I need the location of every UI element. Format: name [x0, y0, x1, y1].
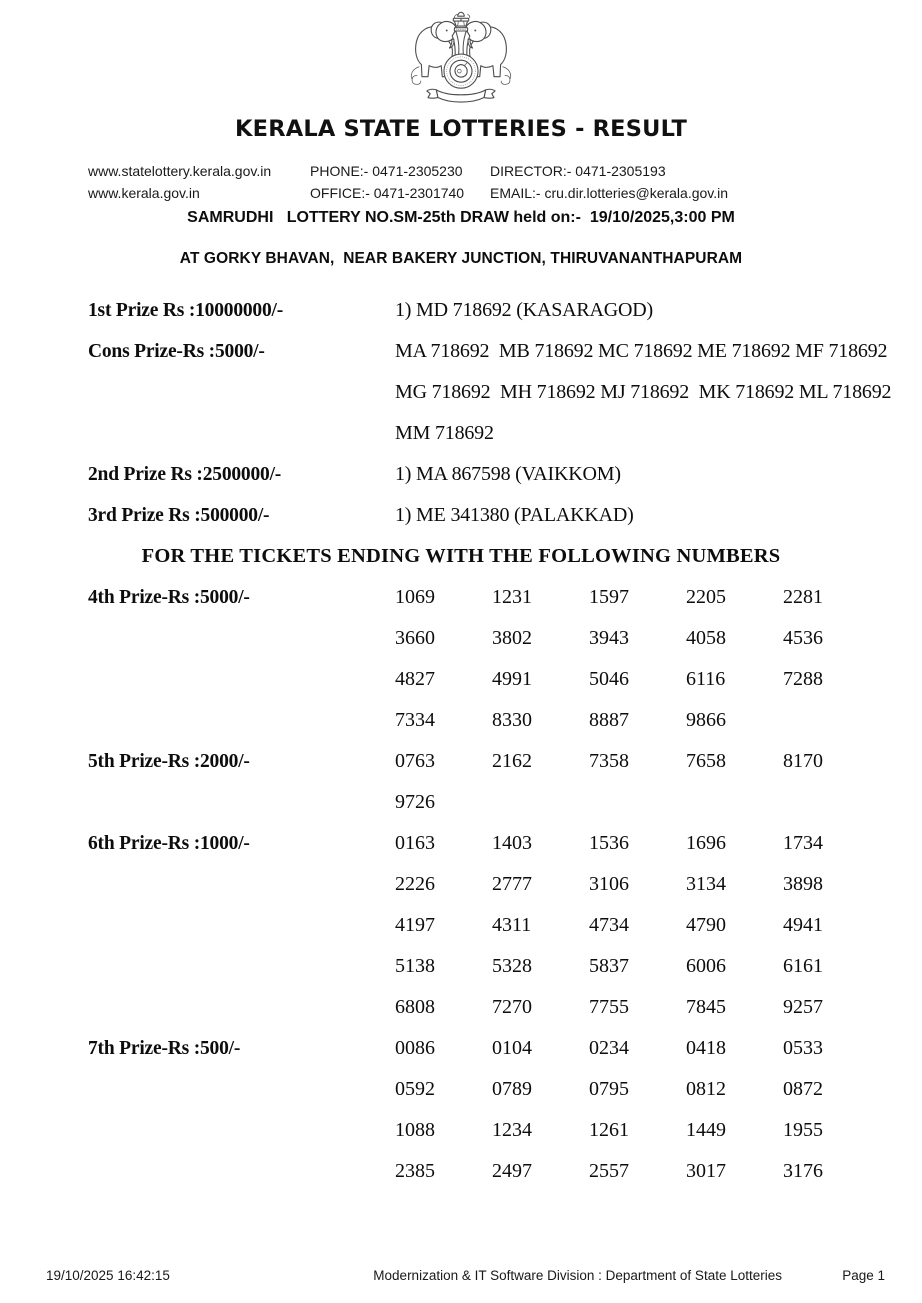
prize-ending-number: 3017	[686, 1160, 726, 1182]
prize-ending-number: 1231	[492, 586, 532, 608]
emblem-container	[0, 0, 922, 112]
email-address: EMAIL:- cru.dir.lotteries@kerala.gov.in	[490, 185, 729, 201]
prize-ending-number: 0789	[492, 1078, 532, 1100]
prize-ending-number: 1449	[686, 1119, 726, 1141]
prize-row	[88, 946, 922, 987]
prize-ending-number: 3802	[492, 627, 532, 649]
prize-ending-number: 4311	[492, 914, 532, 936]
prize-ending-number: 6161	[783, 955, 823, 977]
prize-ending-number: 0812	[686, 1078, 726, 1100]
prize-winning-ticket: MA 718692 MB 718692 MC 718692 ME 718692 MF 718692	[395, 340, 888, 362]
prize-ending-number: 8170	[783, 750, 823, 772]
prize-ending-number: 2557	[589, 1160, 629, 1182]
prize-ending-number: 2205	[686, 586, 726, 608]
prize-ending-number: 2777	[492, 873, 532, 895]
prize-row	[88, 495, 922, 536]
division-name: Modernization & IT Software Division : Department of State Lotteries	[373, 1268, 782, 1283]
prize-ending-number: 3660	[395, 627, 435, 649]
prize-row	[88, 987, 922, 1028]
prize-row	[88, 1069, 922, 1110]
prize-ending-number: 3134	[686, 873, 726, 895]
prize-row	[88, 577, 922, 618]
prize-ending-number: 3176	[783, 1160, 823, 1182]
prize-label: 2nd Prize Rs :2500000/-	[88, 463, 282, 485]
prize-ending-number: 5046	[589, 668, 629, 690]
ribbon-banner-icon	[427, 89, 495, 102]
prize-ending-number: 9866	[686, 709, 726, 731]
prize-label: 1st Prize Rs :10000000/-	[88, 299, 284, 321]
prize-ending-number: 0533	[783, 1037, 823, 1059]
prize-ending-number: 1234	[492, 1119, 532, 1141]
prize-ending-number: 4734	[589, 914, 629, 936]
page-title: KERALA STATE LOTTERIES - RESULT	[234, 116, 687, 142]
phone-number: PHONE:- 0471-2305230	[310, 163, 463, 179]
prize-ending-number: 6116	[686, 668, 726, 690]
website-kerala: www.kerala.gov.in	[88, 185, 200, 201]
prize-ending-number: 4991	[492, 668, 532, 690]
prize-row	[88, 741, 922, 782]
prize-row	[88, 905, 922, 946]
prize-ending-number: 4827	[395, 668, 435, 690]
contact-info	[88, 163, 922, 202]
prize-ending-number: 0163	[395, 832, 435, 854]
prize-row	[88, 331, 922, 372]
prize-ending-number: 4941	[783, 914, 823, 936]
prize-ending-number: 4058	[686, 627, 726, 649]
prize-winning-ticket: MG 718692 MH 718692 MJ 718692 MK 718692 ML 718692	[395, 381, 892, 403]
prize-ending-number: 4197	[395, 914, 435, 936]
kerala-state-emblem-icon	[406, 6, 516, 111]
prize-ending-number: 0795	[589, 1078, 629, 1100]
prize-ending-number: 1069	[395, 586, 435, 608]
ending-prizes-section	[88, 577, 922, 1192]
prize-ending-number: 1597	[589, 586, 629, 608]
prize-ending-number: 3943	[589, 627, 629, 649]
prize-ending-number: 0086	[395, 1037, 435, 1059]
page-number: Page 1	[842, 1268, 885, 1283]
prize-ending-number: 3898	[783, 873, 823, 895]
prize-ending-number: 1734	[783, 832, 823, 854]
prize-winning-ticket: 1) ME 341380 (PALAKKAD)	[395, 504, 634, 526]
prize-ending-number: 9726	[395, 791, 435, 813]
right-scroll-icon	[501, 67, 511, 85]
print-timestamp: 19/10/2025 16:42:15	[46, 1268, 170, 1283]
prize-ending-number: 9257	[783, 996, 823, 1018]
prize-ending-number: 5328	[492, 955, 532, 977]
prize-ending-number: 1955	[783, 1119, 823, 1141]
conch-seal-icon	[444, 54, 478, 88]
prize-row	[88, 454, 922, 495]
prize-ending-number: 0592	[395, 1078, 435, 1100]
prize-row	[88, 413, 922, 454]
prize-row	[88, 782, 922, 823]
director-number: DIRECTOR:- 0471-2305193	[490, 163, 666, 179]
ending-numbers-heading: FOR THE TICKETS ENDING WITH THE FOLLOWING NUMBERS	[141, 545, 781, 567]
prize-ending-number: 7658	[686, 750, 726, 772]
prize-ending-number: 7358	[589, 750, 629, 772]
prize-ending-number: 4536	[783, 627, 823, 649]
prize-row	[88, 823, 922, 864]
prize-ending-number: 0234	[589, 1037, 629, 1059]
prize-row	[88, 659, 922, 700]
prize-ending-number: 7270	[492, 996, 532, 1018]
prize-ending-number: 3106	[589, 873, 629, 895]
prize-ending-number: 0418	[686, 1037, 726, 1059]
prize-label: 4th Prize-Rs :5000/-	[88, 586, 250, 608]
prize-ending-number: 2497	[492, 1160, 532, 1182]
prize-row	[88, 864, 922, 905]
prize-ending-number: 2281	[783, 586, 823, 608]
prize-row	[88, 700, 922, 741]
prize-row	[88, 1151, 922, 1192]
prize-winning-ticket: 1) MA 867598 (VAIKKOM)	[395, 463, 621, 485]
prize-row	[88, 1028, 922, 1069]
prize-ending-number: 5138	[395, 955, 435, 977]
left-scroll-icon	[411, 67, 421, 85]
prize-winning-ticket: MM 718692	[395, 422, 494, 444]
prize-ending-number: 2162	[492, 750, 532, 772]
prize-ending-number: 5837	[589, 955, 629, 977]
prize-row	[88, 1110, 922, 1151]
draw-details: SAMRUDHI LOTTERY NO.SM-25th DRAW held on:- 19/10/2025,3:00 PM	[187, 209, 735, 226]
prize-ending-number: 2226	[395, 873, 435, 895]
prize-row	[88, 618, 922, 659]
prize-ending-number: 7334	[395, 709, 435, 731]
prize-ending-number: 0872	[783, 1078, 823, 1100]
prize-ending-number: 0763	[395, 750, 435, 772]
prize-ending-number: 7755	[589, 996, 629, 1018]
prize-ending-number: 7845	[686, 996, 726, 1018]
prize-ending-number: 6006	[686, 955, 726, 977]
prize-ending-number: 1536	[589, 832, 629, 854]
prize-label: 5th Prize-Rs :2000/-	[88, 750, 250, 772]
prize-ending-number: 7288	[783, 668, 823, 690]
prize-label: 7th Prize-Rs :500/-	[88, 1037, 241, 1059]
prize-ending-number: 6808	[395, 996, 435, 1018]
prize-ending-number: 0104	[492, 1037, 532, 1059]
office-number: OFFICE:- 0471-2301740	[310, 185, 465, 201]
prize-row	[88, 290, 922, 331]
lion-capital-icon	[453, 12, 470, 31]
prize-label: 6th Prize-Rs :1000/-	[88, 832, 250, 854]
prize-ending-number: 8330	[492, 709, 532, 731]
draw-venue: AT GORKY BHAVAN, NEAR BAKERY JUNCTION, THIRUVANANTHAPURAM	[179, 250, 743, 267]
prize-ending-number: 1696	[686, 832, 726, 854]
prize-ending-number: 1088	[395, 1119, 435, 1141]
top-prizes-section	[88, 290, 922, 536]
prize-ending-number: 2385	[395, 1160, 435, 1182]
prize-row	[88, 372, 922, 413]
prize-ending-number: 1261	[589, 1119, 629, 1141]
prize-label: 3rd Prize Rs :500000/-	[88, 504, 270, 526]
prize-winning-ticket: 1) MD 718692 (KASARAGOD)	[395, 299, 653, 321]
prize-ending-number: 8887	[589, 709, 629, 731]
website-statelottery: www.statelottery.kerala.gov.in	[88, 163, 272, 179]
prize-ending-number: 1403	[492, 832, 532, 854]
page-footer	[0, 1268, 922, 1288]
prize-label: Cons Prize-Rs :5000/-	[88, 340, 265, 362]
prize-ending-number: 4790	[686, 914, 726, 936]
